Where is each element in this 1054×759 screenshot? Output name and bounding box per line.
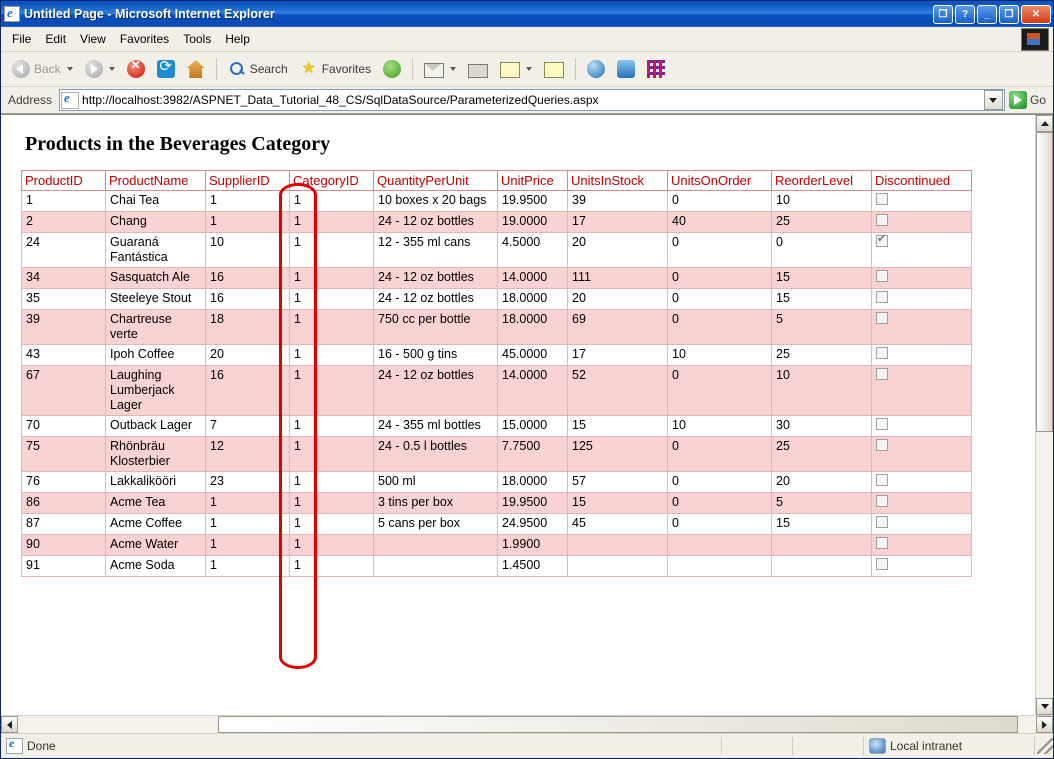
clock-icon bbox=[383, 60, 401, 78]
cell-reorderlevel: 5 bbox=[772, 310, 872, 345]
scroll-up-button[interactable] bbox=[1036, 115, 1053, 132]
column-header-productname[interactable]: ProductName bbox=[106, 171, 206, 191]
discontinued-checkbox bbox=[876, 439, 888, 451]
cell-unitsinstock: 57 bbox=[568, 472, 668, 493]
cell-unitprice: 14.0000 bbox=[498, 366, 568, 416]
notes-icon bbox=[544, 62, 564, 78]
cell-unitsinstock bbox=[568, 535, 668, 556]
discontinued-checkbox bbox=[876, 214, 888, 226]
ie-icon bbox=[4, 6, 20, 22]
cell-categoryid: 1 bbox=[290, 289, 374, 310]
cell-unitsinstock: 15 bbox=[568, 416, 668, 437]
address-input[interactable] bbox=[59, 89, 1005, 111]
table-row bbox=[22, 212, 972, 233]
cell-discontinued bbox=[872, 366, 972, 416]
cell-unitsonorder: 0 bbox=[668, 514, 772, 535]
edit-dropdown-icon[interactable] bbox=[526, 67, 532, 71]
discontinued-checkbox bbox=[876, 537, 888, 549]
discontinued-checkbox bbox=[876, 495, 888, 507]
print-button[interactable] bbox=[463, 58, 493, 81]
cell-productname: Rhönbräu Klosterbier bbox=[106, 437, 206, 472]
cell-discontinued bbox=[872, 493, 972, 514]
cell-unitprice: 18.0000 bbox=[498, 472, 568, 493]
table-row bbox=[22, 233, 972, 268]
cell-productid: 1 bbox=[22, 191, 106, 212]
cell-categoryid: 1 bbox=[290, 472, 374, 493]
cell-reorderlevel bbox=[772, 556, 872, 577]
cell-unitprice: 19.9500 bbox=[498, 191, 568, 212]
mail-dropdown-icon[interactable] bbox=[450, 67, 456, 71]
discontinued-checkbox bbox=[876, 312, 888, 324]
cell-categoryid: 1 bbox=[290, 437, 374, 472]
cell-productid: 43 bbox=[22, 345, 106, 366]
refresh-icon bbox=[157, 60, 175, 78]
cell-reorderlevel: 20 bbox=[772, 472, 872, 493]
vscroll-track[interactable] bbox=[1036, 132, 1053, 698]
cell-unitprice: 45.0000 bbox=[498, 345, 568, 366]
table-row bbox=[22, 191, 972, 212]
cell-supplierid: 1 bbox=[206, 514, 290, 535]
maximize-button[interactable]: ❐ bbox=[999, 5, 1019, 24]
mail-icon bbox=[424, 63, 444, 78]
discontinued-checkbox bbox=[876, 291, 888, 303]
discontinued-checkbox bbox=[876, 474, 888, 486]
page-icon bbox=[61, 92, 79, 109]
table-row bbox=[22, 345, 972, 366]
status-ie-icon bbox=[6, 738, 23, 754]
star-icon bbox=[300, 60, 318, 78]
vertical-scrollbar[interactable] bbox=[1035, 115, 1053, 715]
table-row bbox=[22, 310, 972, 345]
cell-unitprice: 4.5000 bbox=[498, 233, 568, 268]
cell-unitsonorder bbox=[668, 556, 772, 577]
table-row bbox=[22, 472, 972, 493]
cell-productid: 70 bbox=[22, 416, 106, 437]
hscroll-thumb[interactable] bbox=[218, 716, 1018, 733]
cell-categoryid: 1 bbox=[290, 556, 374, 577]
cell-discontinued bbox=[872, 514, 972, 535]
cell-productname: Acme Coffee bbox=[106, 514, 206, 535]
cell-productid: 91 bbox=[22, 556, 106, 577]
status-bar bbox=[1, 733, 1053, 758]
cell-reorderlevel: 30 bbox=[772, 416, 872, 437]
cell-supplierid: 16 bbox=[206, 289, 290, 310]
cell-unitprice: 18.0000 bbox=[498, 289, 568, 310]
brand-logo-icon bbox=[1021, 28, 1049, 51]
research-button[interactable] bbox=[642, 57, 670, 81]
cell-categoryid: 1 bbox=[290, 366, 374, 416]
cell-unitsonorder: 0 bbox=[668, 366, 772, 416]
cell-categoryid: 1 bbox=[290, 345, 374, 366]
cell-productname: Chai Tea bbox=[106, 191, 206, 212]
cell-supplierid: 23 bbox=[206, 472, 290, 493]
cell-unitsonorder: 0 bbox=[668, 289, 772, 310]
cell-productid: 67 bbox=[22, 366, 106, 416]
cell-categoryid: 1 bbox=[290, 191, 374, 212]
cell-unitsinstock: 111 bbox=[568, 268, 668, 289]
cell-quantityperunit: 24 - 12 oz bottles bbox=[374, 289, 498, 310]
window-title: Untitled Page - Microsoft Internet Explorer bbox=[24, 7, 275, 21]
network-icon bbox=[869, 738, 886, 754]
cell-reorderlevel: 25 bbox=[772, 345, 872, 366]
cell-productname: Lakkalikööri bbox=[106, 472, 206, 493]
forward-dropdown-icon[interactable] bbox=[109, 67, 115, 71]
cell-productname: Acme Water bbox=[106, 535, 206, 556]
mail-button[interactable] bbox=[419, 58, 461, 81]
menu-help[interactable]: Help bbox=[225, 32, 250, 46]
cell-unitprice: 15.0000 bbox=[498, 416, 568, 437]
cell-productid: 34 bbox=[22, 268, 106, 289]
cell-unitsonorder: 0 bbox=[668, 472, 772, 493]
toolbar-separator-3 bbox=[575, 58, 576, 80]
cell-discontinued bbox=[872, 268, 972, 289]
cell-productid: 87 bbox=[22, 514, 106, 535]
cell-unitprice: 19.9500 bbox=[498, 493, 568, 514]
cell-quantityperunit: 24 - 0.5 l bottles bbox=[374, 437, 498, 472]
cell-quantityperunit: 12 - 355 ml cans bbox=[374, 233, 498, 268]
cell-unitsonorder: 10 bbox=[668, 345, 772, 366]
cell-unitsinstock: 15 bbox=[568, 493, 668, 514]
cell-quantityperunit: 5 cans per box bbox=[374, 514, 498, 535]
cell-supplierid: 1 bbox=[206, 212, 290, 233]
cell-unitprice: 24.9500 bbox=[498, 514, 568, 535]
cell-reorderlevel: 5 bbox=[772, 493, 872, 514]
cell-productid: 86 bbox=[22, 493, 106, 514]
column-header-unitsinstock[interactable]: UnitsInStock bbox=[568, 171, 668, 191]
table-row bbox=[22, 493, 972, 514]
home-button[interactable] bbox=[182, 57, 210, 81]
scroll-down-button[interactable] bbox=[1036, 698, 1053, 715]
cell-productname: Chartreuse verte bbox=[106, 310, 206, 345]
cell-categoryid: 1 bbox=[290, 268, 374, 289]
table-row bbox=[22, 514, 972, 535]
favorites-button[interactable] bbox=[295, 57, 376, 81]
cell-quantityperunit: 24 - 12 oz bottles bbox=[374, 268, 498, 289]
cell-productname: Acme Tea bbox=[106, 493, 206, 514]
cell-supplierid: 10 bbox=[206, 233, 290, 268]
cell-discontinued bbox=[872, 233, 972, 268]
cell-quantityperunit: 24 - 12 oz bottles bbox=[374, 366, 498, 416]
help-button[interactable]: ? bbox=[955, 5, 975, 24]
cell-quantityperunit bbox=[374, 535, 498, 556]
table-row bbox=[22, 437, 972, 472]
menu-tools[interactable]: Tools bbox=[183, 32, 212, 46]
cell-unitsonorder: 0 bbox=[668, 268, 772, 289]
resize-grip[interactable] bbox=[1037, 738, 1053, 754]
printer-icon bbox=[468, 64, 488, 78]
cell-productid: 39 bbox=[22, 310, 106, 345]
cell-productname: Chang bbox=[106, 212, 206, 233]
cell-unitprice: 14.0000 bbox=[498, 268, 568, 289]
cell-categoryid: 1 bbox=[290, 416, 374, 437]
cell-productname: Steeleye Stout bbox=[106, 289, 206, 310]
scroll-right-button[interactable] bbox=[1036, 716, 1053, 733]
favorites-button-label: Favorites bbox=[321, 62, 372, 76]
column-header-productid[interactable]: ProductID bbox=[22, 171, 106, 191]
cell-unitprice: 18.0000 bbox=[498, 310, 568, 345]
cell-productid: 75 bbox=[22, 437, 106, 472]
cell-reorderlevel bbox=[772, 535, 872, 556]
cell-unitsonorder: 40 bbox=[668, 212, 772, 233]
security-zone-label: Local intranet bbox=[890, 739, 963, 753]
cell-unitsinstock: 45 bbox=[568, 514, 668, 535]
cell-productid: 90 bbox=[22, 535, 106, 556]
discontinued-checkbox bbox=[876, 368, 888, 380]
cell-quantityperunit: 500 ml bbox=[374, 472, 498, 493]
cell-reorderlevel: 25 bbox=[772, 437, 872, 472]
address-dropdown-button[interactable] bbox=[984, 90, 1003, 110]
cell-categoryid: 1 bbox=[290, 535, 374, 556]
status-spacer-1 bbox=[722, 737, 793, 755]
cell-productid: 76 bbox=[22, 472, 106, 493]
cell-quantityperunit: 24 - 355 ml bottles bbox=[374, 416, 498, 437]
close-button[interactable]: ✕ bbox=[1021, 5, 1051, 24]
cell-unitsonorder bbox=[668, 535, 772, 556]
cell-supplierid: 1 bbox=[206, 535, 290, 556]
cell-unitsonorder: 0 bbox=[668, 493, 772, 514]
table-row bbox=[22, 289, 972, 310]
cell-productid: 2 bbox=[22, 212, 106, 233]
cell-productname: Guaraná Fantástica bbox=[106, 233, 206, 268]
cell-categoryid: 1 bbox=[290, 212, 374, 233]
cell-discontinued bbox=[872, 472, 972, 493]
cell-discontinued bbox=[872, 345, 972, 366]
cell-unitsonorder: 0 bbox=[668, 437, 772, 472]
cell-unitprice: 7.7500 bbox=[498, 437, 568, 472]
column-header-supplierid[interactable]: SupplierID bbox=[206, 171, 290, 191]
cell-quantityperunit: 750 cc per bottle bbox=[374, 310, 498, 345]
menu-file[interactable]: File bbox=[12, 32, 32, 46]
scroll-left-button[interactable] bbox=[1, 716, 18, 733]
cell-reorderlevel: 15 bbox=[772, 289, 872, 310]
cell-unitsinstock: 20 bbox=[568, 233, 668, 268]
cell-productname: Ipoh Coffee bbox=[106, 345, 206, 366]
column-header-unitprice[interactable]: UnitPrice bbox=[498, 171, 568, 191]
forward-button[interactable] bbox=[80, 57, 120, 81]
table-row bbox=[22, 556, 972, 577]
hscroll-track[interactable] bbox=[18, 716, 1036, 733]
toolbar-separator-2 bbox=[412, 58, 413, 80]
cell-supplierid: 18 bbox=[206, 310, 290, 345]
cell-reorderlevel: 15 bbox=[772, 514, 872, 535]
go-button[interactable] bbox=[1009, 91, 1049, 109]
toolbar bbox=[1, 52, 1053, 87]
cell-quantityperunit: 10 boxes x 20 bags bbox=[374, 191, 498, 212]
cell-reorderlevel: 15 bbox=[772, 268, 872, 289]
minimize-button[interactable]: _ bbox=[977, 5, 997, 24]
cell-productname: Acme Soda bbox=[106, 556, 206, 577]
cell-categoryid: 1 bbox=[290, 493, 374, 514]
cell-discontinued bbox=[872, 310, 972, 345]
go-button-label: Go bbox=[1029, 93, 1046, 107]
cell-supplierid: 16 bbox=[206, 268, 290, 289]
home-icon bbox=[187, 60, 205, 78]
column-header-discontinued[interactable]: Discontinued bbox=[872, 171, 972, 191]
search-button[interactable] bbox=[223, 57, 293, 81]
cell-unitprice: 1.4500 bbox=[498, 556, 568, 577]
cell-categoryid: 1 bbox=[290, 310, 374, 345]
back-button-label: Back bbox=[34, 62, 61, 76]
cell-discontinued bbox=[872, 556, 972, 577]
cell-supplierid: 20 bbox=[206, 345, 290, 366]
cell-supplierid: 7 bbox=[206, 416, 290, 437]
cell-unitsinstock: 17 bbox=[568, 345, 668, 366]
column-header-unitsonorder[interactable]: UnitsOnOrder bbox=[668, 171, 772, 191]
products-grid bbox=[21, 170, 972, 577]
discontinued-checkbox bbox=[876, 235, 888, 247]
cell-productname: Outback Lager bbox=[106, 416, 206, 437]
table-row bbox=[22, 366, 972, 416]
cell-categoryid: 1 bbox=[290, 514, 374, 535]
cell-unitsonorder: 10 bbox=[668, 416, 772, 437]
cell-quantityperunit: 3 tins per box bbox=[374, 493, 498, 514]
cell-supplierid: 1 bbox=[206, 493, 290, 514]
cell-reorderlevel: 0 bbox=[772, 233, 872, 268]
cell-quantityperunit: 16 - 500 g tins bbox=[374, 345, 498, 366]
back-arrow-icon bbox=[12, 60, 30, 78]
cell-discontinued bbox=[872, 437, 972, 472]
address-url-text: http://localhost:3982/ASPNET_Data_Tutorial_48_CS/SqlDataSource/ParameterizedQueries.aspx bbox=[82, 93, 599, 107]
cell-unitprice: 1.9900 bbox=[498, 535, 568, 556]
title-bar bbox=[1, 1, 1053, 27]
discontinued-checkbox bbox=[876, 558, 888, 570]
column-header-reorderlevel[interactable]: ReorderLevel bbox=[772, 171, 872, 191]
table-row bbox=[22, 268, 972, 289]
status-message bbox=[1, 737, 722, 755]
cell-supplierid: 1 bbox=[206, 556, 290, 577]
search-icon bbox=[228, 60, 246, 78]
chevron-down-icon bbox=[989, 98, 997, 103]
cell-supplierid: 16 bbox=[206, 366, 290, 416]
grid-header-row bbox=[22, 171, 972, 191]
toolbar-separator-1 bbox=[216, 58, 217, 80]
go-arrow-icon bbox=[1009, 91, 1027, 109]
cell-supplierid: 12 bbox=[206, 437, 290, 472]
cell-productname: Laughing Lumberjack Lager bbox=[106, 366, 206, 416]
messenger-button[interactable] bbox=[612, 57, 640, 81]
discontinued-checkbox bbox=[876, 516, 888, 528]
discuss-button[interactable] bbox=[539, 57, 569, 81]
search-button-label: Search bbox=[249, 62, 288, 76]
refresh-button[interactable] bbox=[152, 57, 180, 81]
cell-reorderlevel: 10 bbox=[772, 366, 872, 416]
back-dropdown-icon[interactable] bbox=[67, 67, 73, 71]
cell-discontinued bbox=[872, 191, 972, 212]
status-spacer-2 bbox=[793, 737, 864, 755]
cell-unitsonorder: 0 bbox=[668, 310, 772, 345]
table-row bbox=[22, 535, 972, 556]
content-area bbox=[1, 114, 1053, 715]
menu-favorites[interactable]: Favorites bbox=[119, 32, 170, 46]
address-label: Address bbox=[8, 93, 53, 107]
cell-quantityperunit bbox=[374, 556, 498, 577]
back-button[interactable] bbox=[7, 57, 78, 81]
cell-categoryid: 1 bbox=[290, 233, 374, 268]
cell-unitsinstock: 17 bbox=[568, 212, 668, 233]
cell-discontinued bbox=[872, 289, 972, 310]
restore-group-button[interactable]: ❐ bbox=[933, 5, 953, 24]
cell-discontinued bbox=[872, 416, 972, 437]
column-header-categoryid[interactable]: CategoryID bbox=[290, 171, 374, 191]
cell-unitsonorder: 0 bbox=[668, 233, 772, 268]
cell-productname: Sasquatch Ale bbox=[106, 268, 206, 289]
address-bar bbox=[1, 87, 1053, 114]
status-text: Done bbox=[27, 739, 56, 753]
grid-body bbox=[22, 191, 972, 577]
stop-button[interactable] bbox=[122, 57, 150, 81]
cell-unitsonorder: 0 bbox=[668, 191, 772, 212]
cell-discontinued bbox=[872, 212, 972, 233]
cell-unitsinstock bbox=[568, 556, 668, 577]
security-zone[interactable] bbox=[864, 737, 1035, 755]
globe-button[interactable] bbox=[582, 57, 610, 81]
horizontal-scrollbar[interactable] bbox=[1, 715, 1053, 733]
messenger-icon bbox=[617, 60, 635, 78]
discontinued-checkbox bbox=[876, 418, 888, 430]
page-title: Products in the Beverages Category bbox=[25, 133, 331, 155]
cell-productid: 24 bbox=[22, 233, 106, 268]
column-header-quantityperunit[interactable]: QuantityPerUnit bbox=[374, 171, 498, 191]
vscroll-thumb[interactable] bbox=[1036, 132, 1053, 432]
cell-discontinued bbox=[872, 535, 972, 556]
cell-unitsinstock: 20 bbox=[568, 289, 668, 310]
web-page bbox=[1, 115, 1035, 715]
discontinued-checkbox bbox=[876, 347, 888, 359]
discontinued-checkbox bbox=[876, 193, 888, 205]
cell-unitsinstock: 39 bbox=[568, 191, 668, 212]
forward-arrow-icon bbox=[85, 60, 103, 78]
cell-unitsinstock: 125 bbox=[568, 437, 668, 472]
cell-reorderlevel: 25 bbox=[772, 212, 872, 233]
cell-productid: 35 bbox=[22, 289, 106, 310]
menu-view[interactable]: View bbox=[80, 32, 106, 46]
history-button[interactable] bbox=[378, 57, 406, 81]
cell-unitsinstock: 69 bbox=[568, 310, 668, 345]
research-grid-icon bbox=[647, 60, 665, 78]
stop-icon bbox=[127, 60, 145, 78]
discontinued-checkbox bbox=[876, 270, 888, 282]
cell-quantityperunit: 24 - 12 oz bottles bbox=[374, 212, 498, 233]
cell-reorderlevel: 10 bbox=[772, 191, 872, 212]
cell-unitprice: 19.0000 bbox=[498, 212, 568, 233]
menu-edit[interactable]: Edit bbox=[45, 32, 67, 46]
cell-unitsinstock: 52 bbox=[568, 366, 668, 416]
edit-button[interactable] bbox=[495, 57, 537, 81]
edit-page-icon bbox=[500, 62, 520, 78]
globe-icon bbox=[587, 60, 605, 78]
table-row bbox=[22, 416, 972, 437]
cell-supplierid: 1 bbox=[206, 191, 290, 212]
menu-bar bbox=[1, 27, 1053, 52]
